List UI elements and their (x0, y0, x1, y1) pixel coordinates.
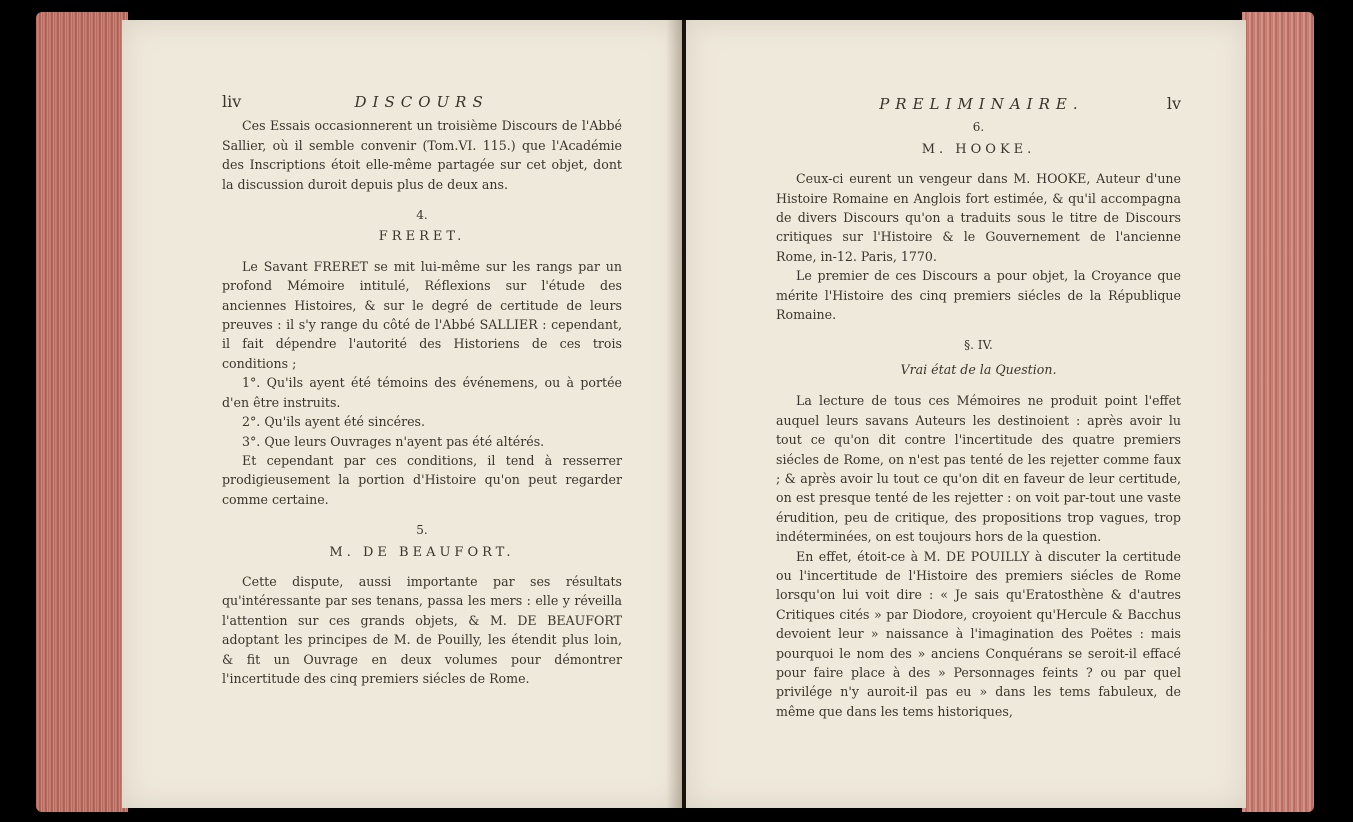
section-number: 4. (416, 208, 428, 223)
paragraph: Ces Essais occasionnerent un troisième Discours de l'Abbé Sallier, où il semble convenir (Tom.VI. 115.) que l'Académie des Inscriptions étoit elle-même partagée sur cet objet, dont la discussion duroit depuis plus de deux ans. (222, 118, 622, 192)
paragraph: En effet, étoit-ce à M. DE POUILLY à discuter la certitude ou l'incertitude de l'Histoire des premiers siécles de Rome lorsqu'on lui voit dire : « Je sais qu'Eratosthène & d'autres Critiques cités » par Diodore, croyoient qu'Hercule & Bacchus devoient leur » naissance à l'imagination des Poëtes : mais pourquoi le nom des » anciens Conquérans se seroit-il effacé pour faire place à des » Personnages feints ? ou par quel privilége n'y auroit-il pas eu » dans les tems fabuleux, de même que dans les tems historiques, (776, 548, 1181, 719)
paragraph: Cette dispute, aussi importante par ses résultats qu'intéressante par ses tenans, passa les mers : elle y réveilla l'attention sur ces grands objets, & M. DE BEAUFORT adoptant les principes de M. de Pouilly, les étendit plus loin, & fit un Ouvrage en deux volumes pour démontrer l'incertitude des cinq premiers siécles de Rome. (222, 573, 622, 686)
section-title: Vrai état de la Question. (900, 361, 1057, 377)
open-book (36, 2, 1314, 818)
paragraph: Et cependant par ces conditions, il tend à resserrer prodigieusement la portion d'Histoire qu'on peut regarder comme certaine. (222, 452, 622, 507)
paragraph: 1°. Qu'ils ayent été témoins des événemens, ou à portée d'en être instruits. (222, 375, 622, 410)
section-title: FRERET. (378, 229, 466, 245)
paragraph: Le premier de ces Discours a pour objet, la Croyance que mérite l'Histoire des cinq premiers siécles de la République Romaine. (776, 268, 1181, 323)
running-header-right (776, 94, 1181, 114)
section-number: 5. (416, 523, 428, 538)
section-title: M. DE BEAUFORT. (329, 544, 515, 560)
paragraph: 2°. Qu'ils ayent été sincéres. (242, 414, 426, 430)
page-number: liv (222, 92, 242, 111)
paragraph: Ceux-ci eurent un vengeur dans M. HOOKE, Auteur d'une Histoire Romaine en Anglois fort estimée, & qu'il accompagna de divers Discours qu'on a traduits sous le titre de Discours critiques sur l'Histoire & le Gouvernement de l'ancienne Rome, in-12. Paris, 1770. (776, 171, 1181, 264)
left-page (122, 20, 682, 808)
right-page (686, 20, 1246, 808)
section-number: §. IV. (964, 338, 993, 353)
page-number: lv (1166, 94, 1181, 113)
running-title: PRELIMINAIRE. (879, 95, 1084, 113)
page-edges-right (1242, 12, 1314, 812)
section-number: 6. (972, 120, 985, 135)
running-header-left (222, 92, 622, 112)
running-title: DISCOURS (354, 93, 489, 111)
section-title: M. HOOKE. (921, 141, 1036, 157)
paragraph: Le Savant FRERET se mit lui-même sur les rangs par un profond Mémoire intitulé, Réflexions sur l'étude des anciennes Histoires, & sur le degré de certitude de leurs preuves : il s'y range du côté de l'Abbé SALLIER : cependant, il fait dépendre l'autorité des Historiens de ces trois conditions ; (222, 258, 622, 371)
paragraph: 3°. Que leurs Ouvrages n'ayent pas été altérés. (242, 433, 545, 449)
page-edges-left (36, 12, 128, 812)
paragraph: La lecture de tous ces Mémoires ne produit point l'effet auquel leurs savans Auteurs les destinoient : après avoir lu tout ce qu'on dit contre l'incertitude des quatre premiers siécles de Rome, on n'est pas tenté de les rejetter comme faux ; & après avoir lu tout ce qu'on dit en faveur de leur certitude, on est presque tenté de les rejetter : on voit par-tout une vaste érudition, peu de critique, des propositions trop vagues, trop indéterminées, on est toujours hors de la question. (776, 393, 1181, 545)
